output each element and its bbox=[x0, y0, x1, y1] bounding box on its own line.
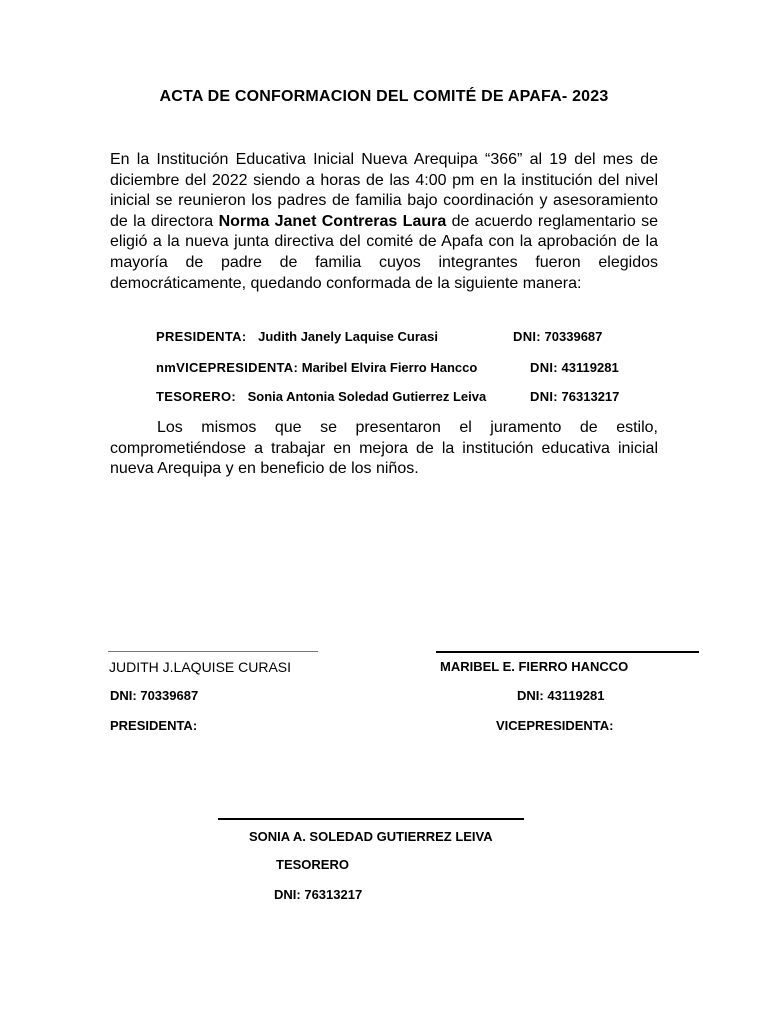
member-role: TESORERO: bbox=[156, 389, 236, 404]
closing-paragraph: Los mismos que se presentaron el juramento de estilo, comprometiéndose a trabajar en mejora de la institución educativa inicial nueva Arequipa y en beneficio de los niños. bbox=[110, 419, 658, 478]
member-role: PRESIDENTA: bbox=[156, 329, 247, 344]
signature-name-vicepresidenta: MARIBEL E. FIERRO HANCCO bbox=[440, 659, 629, 674]
signature-role-presidenta: PRESIDENTA: bbox=[110, 718, 198, 733]
member-name: Judith Janely Laquise Curasi bbox=[258, 329, 438, 344]
signature-role-vicepresidenta: VICEPRESIDENTA: bbox=[496, 718, 614, 733]
member-row-tesorero bbox=[156, 389, 486, 404]
signature-dni-vicepresidenta: DNI: 43119281 bbox=[517, 688, 605, 703]
member-name: Maribel Elvira Fierro Hancco bbox=[301, 360, 478, 375]
signature-name-presidenta: JUDITH J.LAQUISE CURASI bbox=[109, 659, 292, 675]
signature-line-presidenta bbox=[108, 651, 318, 652]
intro-text-1: En la Institución Educativa Inicial Nueva Arequipa “366” al 19 del mes de diciembre del 2022 siendo a horas de las 4:00 pm en la institución del nivel inicial se reunieron los padres de familia bajo coordinación y asesoramiento de la directora bbox=[110, 151, 658, 230]
signature-role-tesorero: TESORERO bbox=[276, 857, 349, 872]
signature-dni-tesorero: DNI: 76313217 bbox=[274, 887, 363, 902]
member-row-presidenta bbox=[156, 329, 438, 344]
member-dni-tesorero: DNI: 76313217 bbox=[530, 389, 620, 404]
signature-line-vicepresidenta bbox=[436, 651, 699, 653]
intro-paragraph bbox=[110, 150, 658, 294]
directora-name: Norma Janet Contreras Laura bbox=[218, 212, 447, 230]
member-row-vicepresidenta bbox=[156, 360, 477, 375]
member-dni-presidenta: DNI: 70339687 bbox=[513, 329, 603, 344]
member-name: Sonia Antonia Soledad Gutierrez Leiva bbox=[247, 389, 487, 404]
signature-name-tesorero: SONIA A. SOLEDAD GUTIERREZ LEIVA bbox=[249, 829, 493, 844]
signature-dni-presidenta: DNI: 70339687 bbox=[110, 688, 199, 703]
intro-text-2: de acuerdo reglamentario se eligió a la nueva junta directiva del comité de Apafa con la aprobación de la mayoría de padre de familia cuyos integrantes fueron elegidos democráticamente, quedando conformada de la siguiente manera: bbox=[110, 212, 658, 292]
member-role: nmVICEPRESIDENTA: bbox=[156, 360, 299, 375]
document-title: ACTA DE CONFORMACION DEL COMITÉ DE APAFA- 2023 bbox=[159, 88, 609, 105]
signature-line-tesorero bbox=[218, 818, 524, 820]
member-dni-vicepresidenta: DNI: 43119281 bbox=[530, 360, 619, 375]
